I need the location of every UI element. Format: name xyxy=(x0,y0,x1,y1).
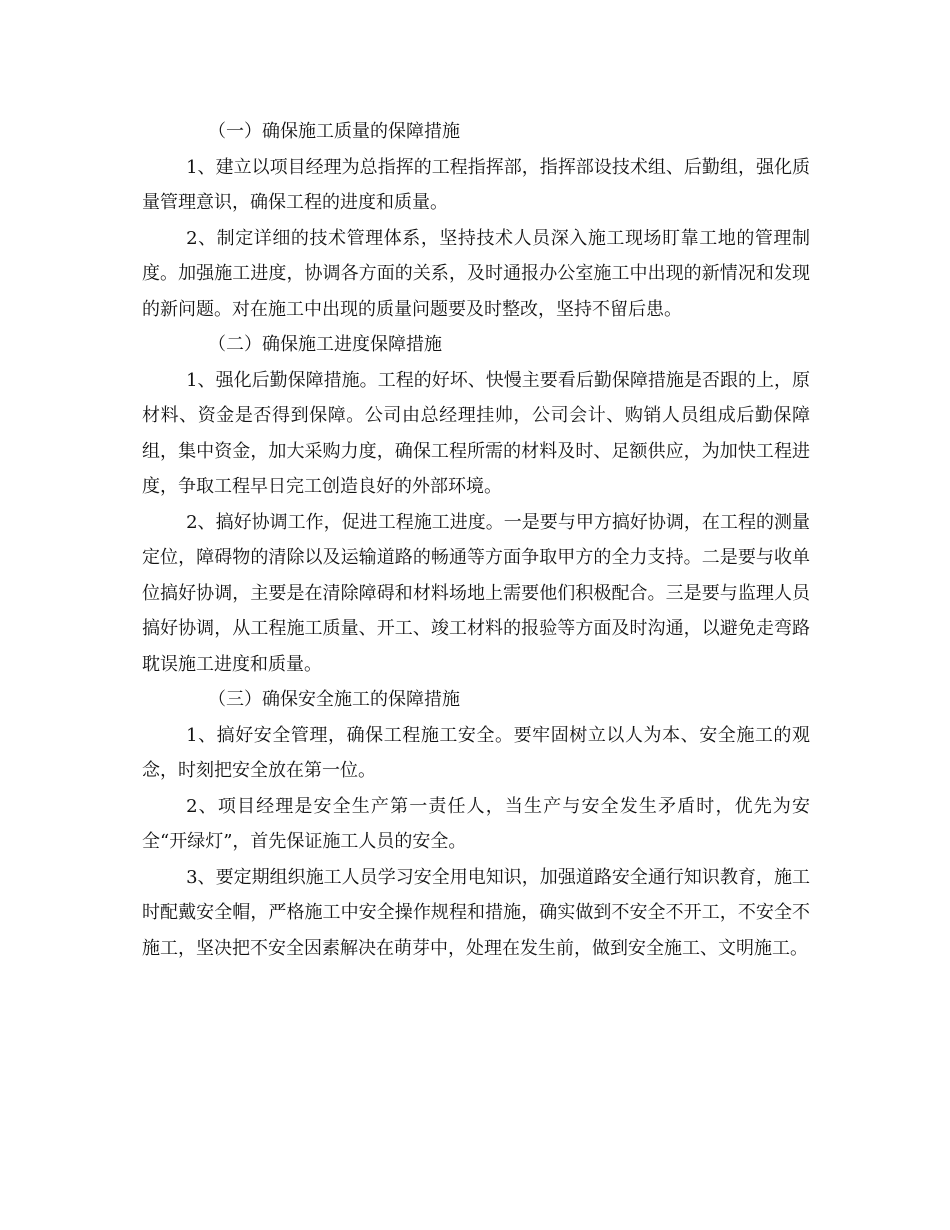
section-1-paragraph-2: 2、制定详细的技术管理体系，坚持技术人员深入施工现场盯靠工地的管理制度。加强施工进度，协调各方面的关系，及时通报办公室施工中出现的新情况和发现的新问题。对在施工中出现的质量问题要及时整改，坚持不留后患。 xyxy=(142,227,810,320)
section-2-paragraph-1: 1、强化后勤保障措施。工程的好坏、快慢主要看后勤保障措施是否跟的上，原材料、资金是否得到保障。公司由总经理挂帅，公司会计、购销人员组成后勤保障组，集中资金，加大采购力度，确保工程所需的材料及时、足额供应，为加快工程进度，争取工程早日完工创造良好的外部环境。 xyxy=(142,369,810,497)
document-body xyxy=(142,114,810,966)
section-heading-2: （二）确保施工进度保障措施 xyxy=(208,334,442,355)
section-3-paragraph-2: 2、项目经理是安全生产第一责任人，当生产与安全发生矛盾时，优先为安全“开绿灯”，首先保证施工人员的安全。 xyxy=(142,795,810,852)
section-heading-1: （一）确保施工质量的保障措施 xyxy=(208,121,460,142)
section-3-paragraph-3: 3、要定期组织施工人员学习安全用电知识，加强道路安全通行知识教育，施工时配戴安全帽，严格施工中安全操作规程和措施，确实做到不安全不开工，不安全不施工，坚决把不安全因素解决在萌芽中，处理在发生前，做到安全施工、文明施工。 xyxy=(142,866,810,959)
section-heading-3: （三）确保安全施工的保障措施 xyxy=(208,689,460,710)
section-2-paragraph-2: 2、搞好协调工作，促进工程施工进度。一是要与甲方搞好协调，在工程的测量定位，障碍物的清除以及运输道路的畅通等方面争取甲方的全力支持。二是要与收单位搞好协调，主要是在清除障碍和材料场地上需要他们积极配合。三是要与监理人员搞好协调，从工程施工质量、开工、竣工材料的报验等方面及时沟通，以避免走弯路耽误施工进度和质量。 xyxy=(142,511,810,675)
section-3-paragraph-1: 1、搞好安全管理，确保工程施工安全。要牢固树立以人为本、安全施工的观念，时刻把安全放在第一位。 xyxy=(142,724,810,781)
section-1-paragraph-1: 1、建立以项目经理为总指挥的工程指挥部，指挥部设技术组、后勤组，强化质量管理意识，确保工程的进度和质量。 xyxy=(142,156,810,213)
